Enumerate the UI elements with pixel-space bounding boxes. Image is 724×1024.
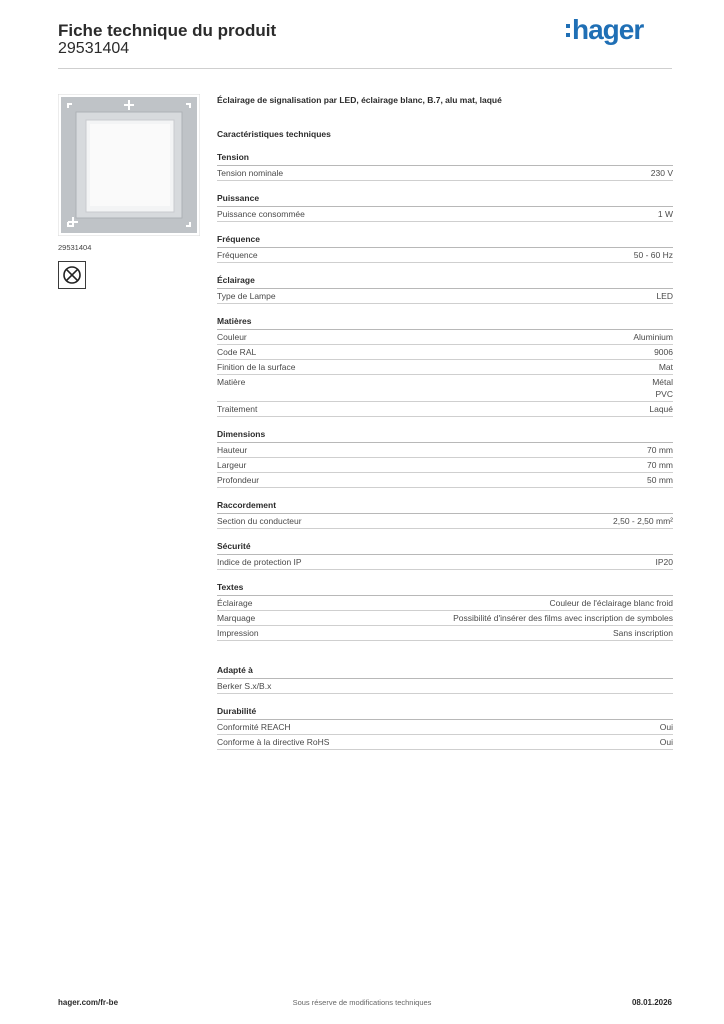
spec-group-title: Fréquence: [217, 233, 673, 248]
spec-label: Indice de protection IP: [217, 557, 302, 567]
specs-section-title: Caractéristiques techniques: [217, 129, 331, 139]
spec-group-title: Raccordement: [217, 499, 673, 514]
spec-label: Couleur: [217, 332, 247, 342]
spec-label: Conforme à la directive RoHS: [217, 737, 330, 747]
spec-row: [217, 330, 673, 345]
spec-value: 230 V: [650, 168, 673, 178]
spec-group: [217, 499, 673, 529]
spec-value: IP20: [655, 557, 673, 567]
spec-row: [217, 555, 673, 570]
spec-label: Finition de la surface: [217, 362, 296, 372]
spec-row: [217, 289, 673, 304]
hager-logo: [566, 14, 658, 48]
image-caption: 29531404: [58, 243, 92, 252]
logo-text: hager: [572, 14, 644, 45]
footer-notice: Sous réserve de modifications techniques: [292, 998, 432, 1007]
spec-label: Traitement: [217, 404, 258, 414]
spec-label: Tension nominale: [217, 168, 284, 178]
spec-value: 50 - 60 Hz: [633, 250, 673, 260]
spec-row: [217, 375, 673, 402]
product-description: Éclairage de signalisation par LED, éclairage blanc, B.7, alu mat, laqué: [217, 95, 502, 105]
spec-group: [217, 664, 673, 694]
spec-value: Oui: [659, 737, 673, 747]
spec-group: [217, 705, 673, 750]
spec-value: Aluminium: [633, 332, 673, 342]
spec-group-title: Éclairage: [217, 274, 673, 289]
lamp-symbol-icon: [58, 261, 86, 289]
spec-row: [217, 720, 673, 735]
spec-value: Oui: [659, 722, 673, 732]
spec-value: Possibilité d'insérer des films avec inscription de symboles: [453, 613, 673, 623]
spec-group-title: Dimensions: [217, 428, 673, 443]
spec-label: Fréquence: [217, 250, 258, 260]
spec-row: [217, 679, 673, 694]
product-code: 29531404: [58, 40, 130, 57]
product-photo-icon: [58, 94, 200, 236]
spec-value: 2,50 - 2,50 mm²: [613, 516, 673, 526]
spec-label: Code RAL: [217, 347, 257, 357]
footer-date: 08.01.2026: [631, 998, 672, 1007]
spec-row: [217, 248, 673, 263]
spec-label: Type de Lampe: [217, 291, 276, 301]
spec-label: Section du conducteur: [217, 516, 302, 526]
page-title: Fiche technique du produit: [58, 21, 277, 40]
spec-row: [217, 345, 673, 360]
spec-group-title: Textes: [217, 581, 673, 596]
spec-row: [217, 402, 673, 417]
spec-value: 70 mm: [647, 445, 673, 455]
spec-group: [217, 315, 673, 417]
spec-label: Hauteur: [217, 445, 248, 455]
spec-group-title: Durabilité: [217, 705, 673, 720]
header-divider: [58, 68, 672, 69]
spec-row: [217, 514, 673, 529]
spec-value: 9006: [654, 347, 673, 357]
spec-row: [217, 360, 673, 375]
spec-label: Marquage: [217, 613, 256, 623]
spec-value: 1 W: [657, 209, 673, 219]
spec-value: Mat: [658, 362, 673, 372]
spec-value: Métal PVC: [652, 377, 673, 399]
spec-value: LED: [656, 291, 673, 301]
spec-group-title: Adapté à: [217, 664, 673, 679]
spec-group: [217, 151, 673, 181]
spec-label: Puissance consommée: [217, 209, 305, 219]
spec-group: [217, 428, 673, 488]
spec-group: [217, 233, 673, 263]
spec-row: [217, 626, 673, 641]
spec-group-title: Matières: [217, 315, 673, 330]
spec-value: Couleur de l'éclairage blanc froid: [549, 598, 673, 608]
footer-website: hager.com/fr-be: [58, 998, 119, 1007]
spec-value: Laqué: [649, 404, 673, 414]
spec-row: [217, 735, 673, 750]
spec-row: [217, 611, 673, 626]
spec-label: Profondeur: [217, 475, 260, 485]
spec-group: [217, 274, 673, 304]
spec-row: [217, 207, 673, 222]
spec-value: 70 mm: [647, 460, 673, 470]
spec-label: Éclairage: [217, 598, 253, 608]
spec-label: Impression: [217, 628, 259, 638]
spec-group: [217, 540, 673, 570]
spec-row: [217, 473, 673, 488]
spec-label: Conformité REACH: [217, 722, 291, 732]
spec-content: [217, 93, 673, 750]
spec-value: Sans inscription: [612, 628, 673, 638]
spec-row: [217, 166, 673, 181]
spec-row: [217, 458, 673, 473]
spec-label: Berker S.x/B.x: [217, 681, 272, 691]
spec-value: 50 mm: [647, 475, 673, 485]
spec-row: [217, 596, 673, 611]
spec-label: Matière: [217, 377, 246, 387]
spec-row: [217, 443, 673, 458]
spec-groups: [217, 151, 673, 750]
spec-group: [217, 192, 673, 222]
spec-group: [217, 581, 673, 641]
spec-group-title: Puissance: [217, 192, 673, 207]
spec-label: Largeur: [217, 460, 247, 470]
spec-group-title: Tension: [217, 151, 673, 166]
spec-group-title: Sécurité: [217, 540, 673, 555]
